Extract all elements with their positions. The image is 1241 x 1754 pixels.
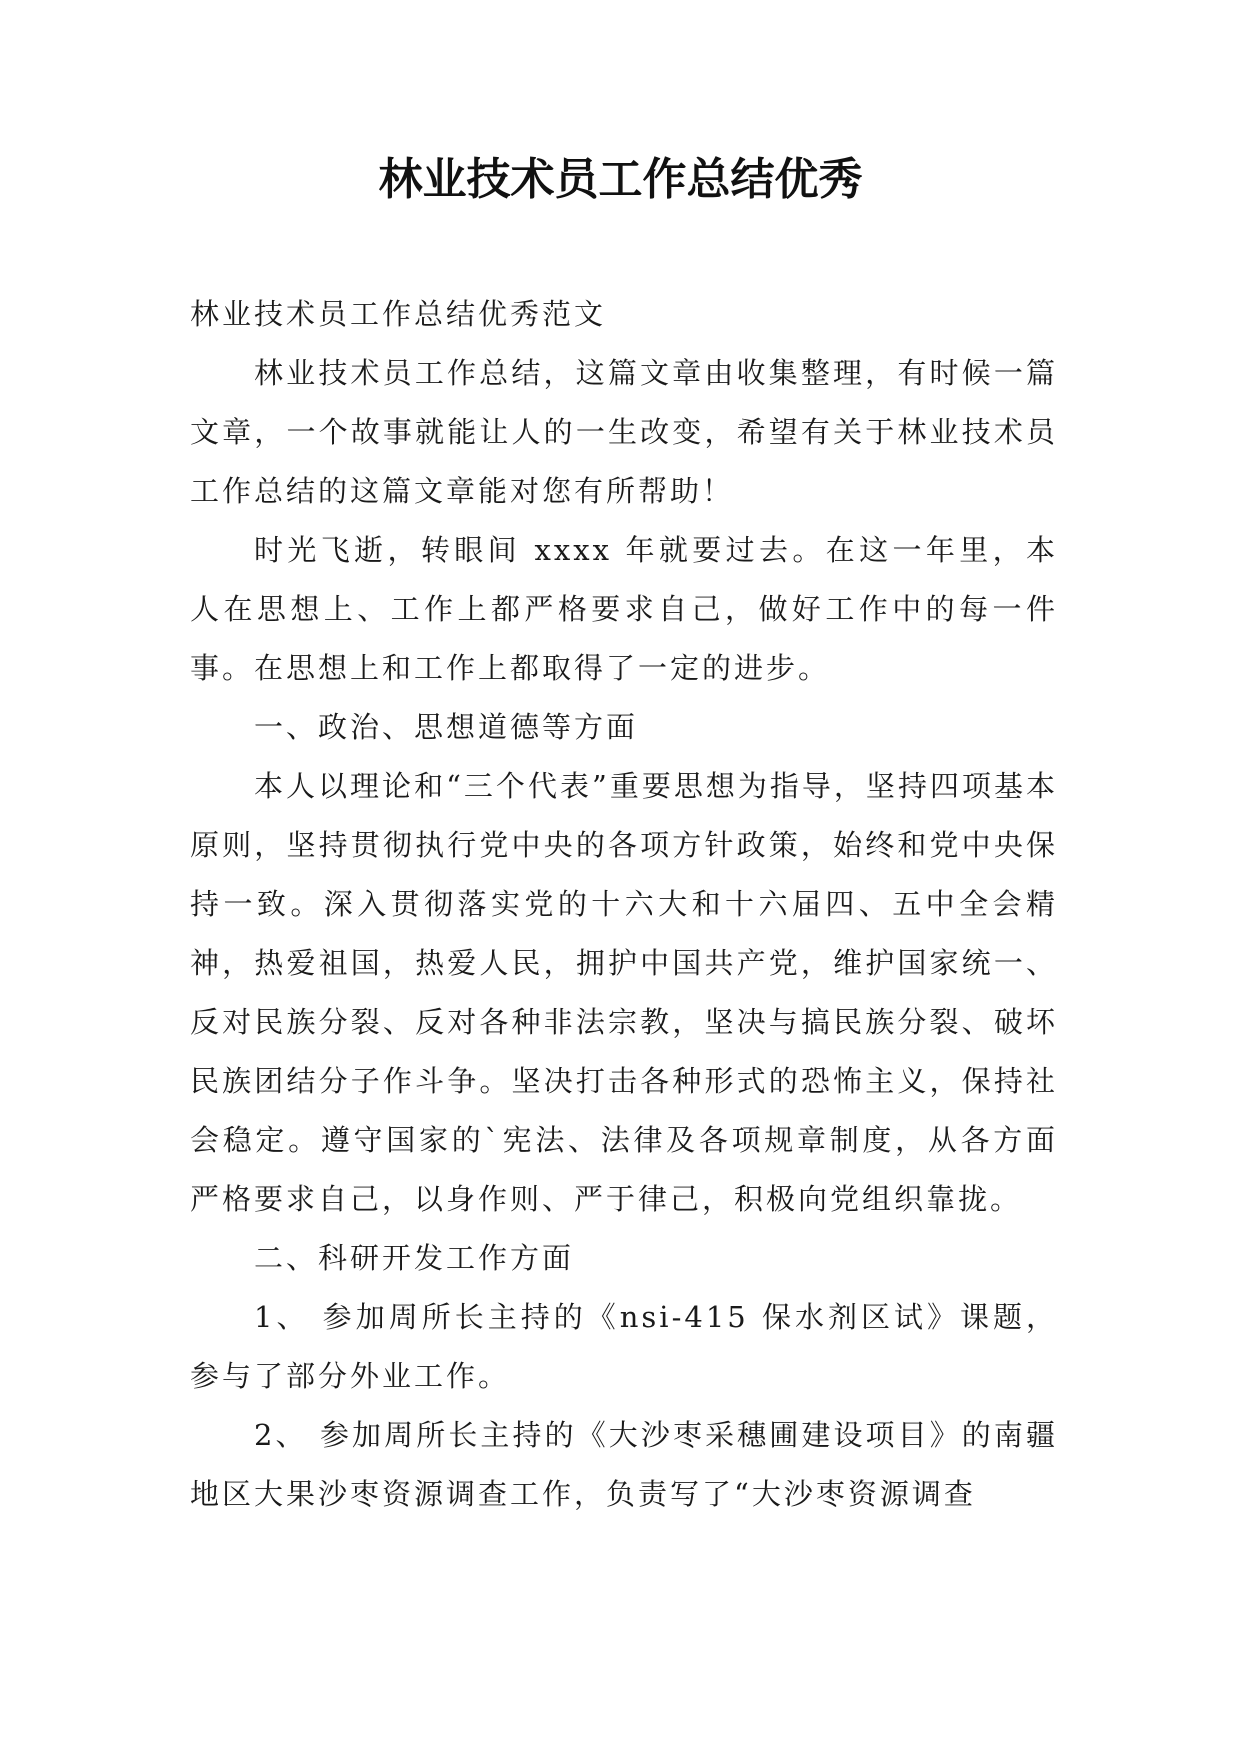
list-item-research-2: 2、 参加周所长主持的《大沙枣采穗圃建设项目》的南疆地区大果沙枣资源调查工作，负责写了“大沙枣资源调查 [190,1418,1058,1511]
section-heading-politics: 一、政治、思想道德等方面 [254,710,639,744]
document-subtitle: 林业技术员工作总结优秀范文 [190,297,607,331]
document-body [190,285,1058,1524]
list-item-research-1: 1、 参加周所长主持的《nsi-415 保水剂区试》课题，参与了部分外业工作。 [190,1300,1058,1393]
section-heading-research: 二、科研开发工作方面 [254,1241,575,1275]
paragraph-year-summary: 时光飞逝，转眼间 xxxx 年就要过去。在这一年里，本人在思想上、工作上都严格要求自己，做好工作中的每一件事。在思想上和工作上都取得了一定的进步。 [190,533,1058,685]
document-title: 林业技术员工作总结优秀 [378,154,863,205]
paragraph-politics: 本人以理论和“三个代表”重要思想为指导，坚持四项基本原则，坚持贯彻执行党中央的各项方针政策，始终和党中央保持一致。深入贯彻落实党的十六大和十六届四、五中全会精神，热爱祖国，热爱人民，拥护中国共产党，维护国家统一、反对民族分裂、反对各种非法宗教，坚决与搞民族分裂、破坏民族团结分子作斗争。坚决打击各种形式的恐怖主义，保持社会稳定。遵守国家的`宪法、法律及各项规章制度，从各方面严格要求自己，以身作则、严于律己，积极向党组织靠拢。 [190,769,1058,1216]
paragraph-intro: 林业技术员工作总结，这篇文章由收集整理，有时候一篇文章，一个故事就能让人的一生改变，希望有关于林业技术员工作总结的这篇文章能对您有所帮助！ [190,356,1058,508]
